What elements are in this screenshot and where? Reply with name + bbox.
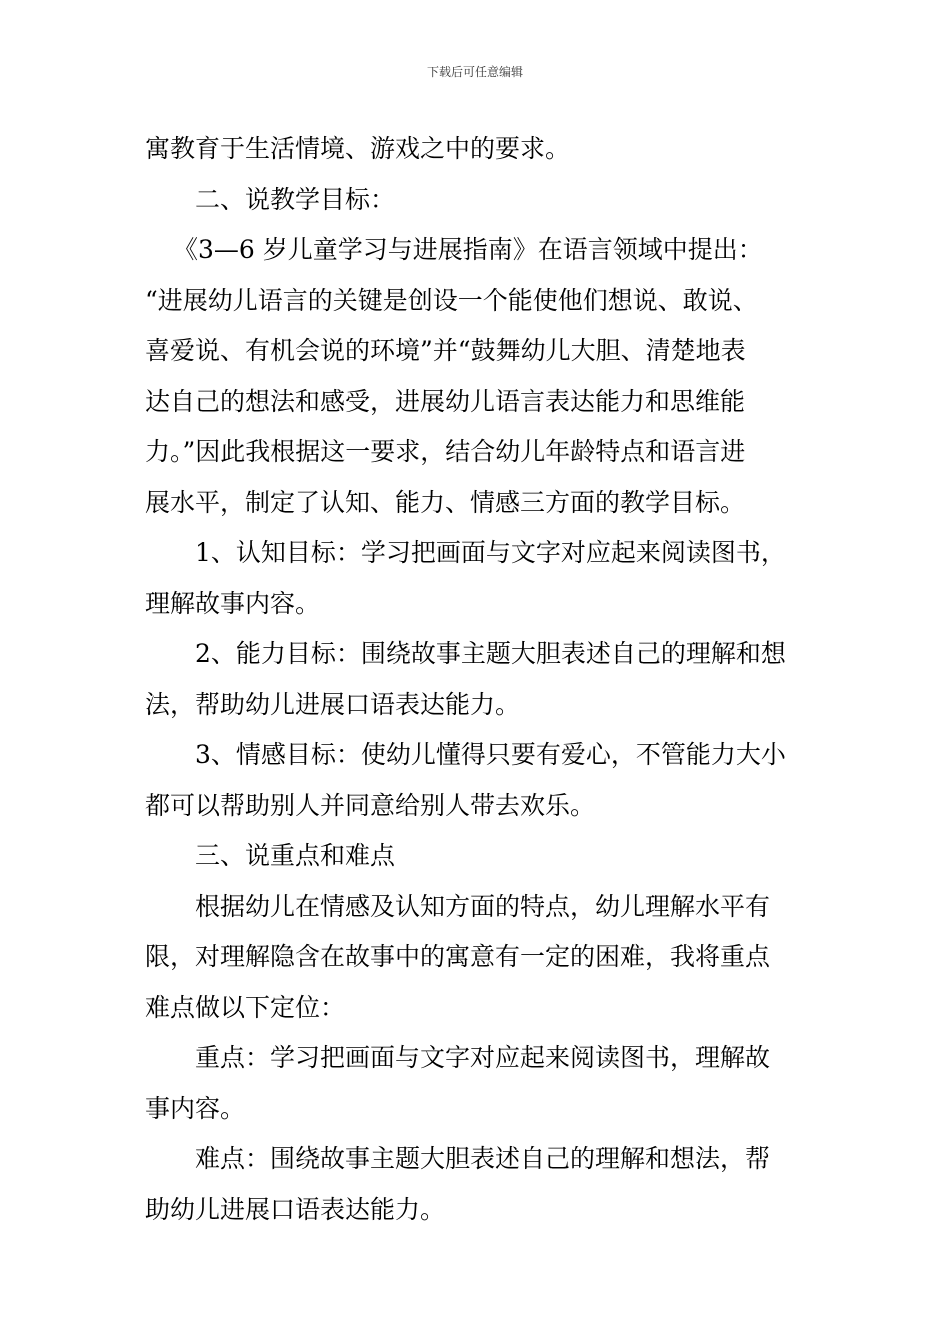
- text-line: 限，对理解隐含在故事中的寓意有一定的困难，我将重点: [145, 942, 771, 971]
- page-header: 下载后可任意编辑: [426, 65, 523, 79]
- document-body: [145, 124, 810, 1235]
- goal-item-cognitive: 1、认知目标：学习把画面与文字对应起来阅读图书，: [195, 538, 786, 567]
- text-line: 《3—6 岁儿童学习与进展指南》在语言领域中提出：: [173, 235, 763, 264]
- text-line: 达自己的想法和感受，进展幼儿语言表达能力和思维能: [145, 386, 746, 416]
- text-line: 展水平，制定了认知、能力、情感三方面的教学目标。: [145, 487, 746, 517]
- section-heading-teaching-goals: 二、说教学目标：: [195, 184, 396, 214]
- goal-item-emotion: 3、情感目标：使幼儿懂得只要有爱心，不管能力大小: [195, 740, 786, 769]
- text-line: 都可以帮助别人并同意给别人带去欢乐。: [145, 790, 596, 820]
- text-line: 事内容。: [145, 1093, 246, 1123]
- text-line: 喜爱说、有机会说的环境”并“鼓舞幼儿大胆、清楚地表: [145, 336, 746, 365]
- text-line: 力。”因此我根据这一要求，结合幼儿年龄特点和语言进: [145, 437, 746, 466]
- difficulty-item: 难点：围绕故事主题大胆表述自己的理解和想法，帮: [195, 1144, 771, 1173]
- section-heading-key-points: 三、说重点和难点: [195, 841, 396, 870]
- goal-item-ability: 2、能力目标：围绕故事主题大胆表述自己的理解和想: [195, 639, 786, 668]
- text-line: 助幼儿进展口语表达能力。: [145, 1194, 446, 1224]
- text-line: 难点做以下定位：: [145, 992, 346, 1022]
- text-line: 法，帮助幼儿进展口语表达能力。: [145, 689, 521, 719]
- key-point-item: 重点：学习把画面与文字对应起来阅读图书，理解故: [195, 1043, 771, 1072]
- text-line: 根据幼儿在情感及认知方面的特点，幼儿理解水平有: [195, 891, 771, 921]
- text-line: 寓教育于生活情境、游戏之中的要求。: [145, 134, 571, 163]
- text-line: 理解故事内容。: [145, 588, 321, 618]
- text-line: “进展幼儿语言的关键是创设一个能使他们想说、敢说、: [145, 285, 758, 315]
